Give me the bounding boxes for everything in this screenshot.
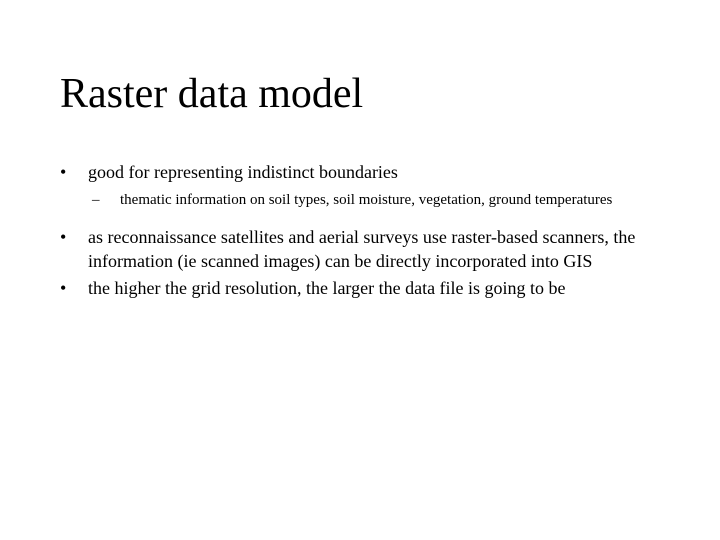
bullet-marker: • — [60, 162, 67, 182]
bullet-marker: • — [60, 278, 67, 298]
bullet-text: as reconnaissance satellites and aerial surveys use raster-based scanners, the information (ie scanned images) can be directly incorporated into GIS — [88, 227, 636, 271]
sub-bullet-item — [60, 190, 660, 211]
bullet-text: the higher the grid resolution, the larger the data file is going to be — [88, 278, 566, 298]
sub-bullet-marker: – — [92, 192, 100, 208]
bullet-marker: • — [60, 227, 67, 247]
bullet-item — [60, 225, 660, 273]
bullet-item — [60, 160, 660, 184]
sub-bullet-text: thematic information on soil types, soil moisture, vegetation, ground temperatures — [120, 192, 613, 208]
bullet-text: good for representing indistinct boundaries — [88, 162, 398, 182]
slide-title: Raster data model — [60, 71, 364, 117]
bullet-item — [60, 276, 660, 300]
slide-body — [60, 160, 660, 300]
